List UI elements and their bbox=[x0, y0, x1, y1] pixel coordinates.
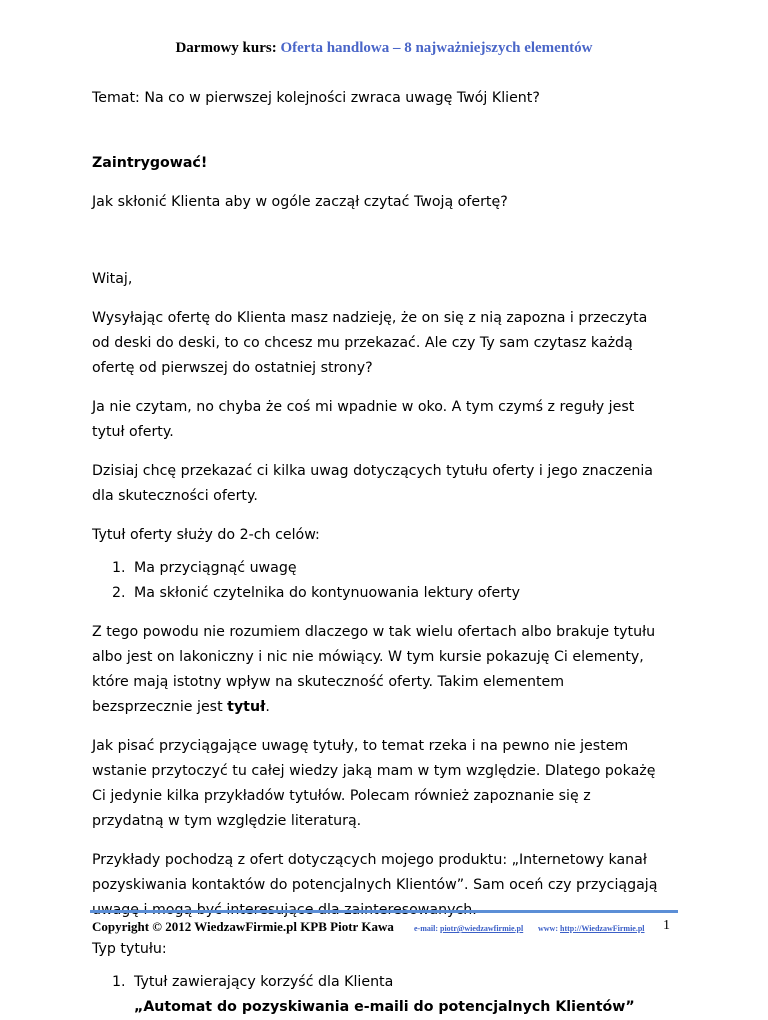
title-types-list bbox=[92, 970, 662, 1020]
www-label: www: bbox=[538, 924, 558, 933]
course-title: Oferta handlowa – 8 najważniejszych elementów bbox=[280, 40, 593, 56]
goal-item: 2. Ma skłonić czytelnika do kontynuowania lektury oferty bbox=[130, 581, 662, 606]
paragraph-4: Tytuł oferty służy do 2-ch celów: bbox=[92, 527, 320, 543]
paragraph-2: Ja nie czytam, no chyba że coś mi wpadnie w oko. A tym czymś z reguły jest tytuł oferty. bbox=[92, 399, 635, 440]
header-prefix: Darmowy kurs: bbox=[175, 40, 277, 56]
email-label: e-mail: bbox=[414, 924, 438, 933]
page-footer bbox=[92, 918, 680, 938]
paragraph-7: Przykłady pochodzą z ofert dotyczących mojego produktu: „Internetowy kanał pozyskiwania kontaktów do potencjalnych Klientów”. Sam oceń czy przyciągają bbox=[92, 852, 658, 893]
email-link[interactable]: piotr@wiedzawfirmie.pl bbox=[440, 924, 524, 933]
paragraph-3: Dzisiaj chcę przekazać ci kilka uwag dotyczących tytułu oferty i jego znaczenia dla skuteczności oferty. bbox=[92, 463, 653, 504]
goals-list bbox=[92, 556, 662, 606]
paragraph-8: Typ tytułu: bbox=[92, 941, 167, 957]
title-type-item bbox=[130, 970, 662, 1020]
section-heading: Zaintrygować! bbox=[92, 155, 208, 171]
page-header bbox=[0, 40, 768, 57]
title-type-example: „Automat do pozyskiwania e-maili do potencjalnych Klientów” bbox=[134, 999, 635, 1015]
website-link[interactable]: http://WiedzawFirmie.pl bbox=[560, 924, 645, 933]
copyright-text: Copyright © 2012 WiedzawFirmie.pl KPB Piotr Kawa bbox=[92, 919, 394, 934]
topic-line: Temat: Na co w pierwszej kolejności zwraca uwagę Twój Klient? bbox=[92, 90, 540, 106]
paragraph-6: Jak pisać przyciągające uwagę tytuły, to temat rzeka i na pewno nie jestem wstanie przytoczyć tu całej wiedzy jaką mam w tym względzie. Dlatego pokażę Ci jedynie kilka przykładów tytułów. Polecam również zapoznanie się z przydatną w tym względzie literaturą. bbox=[92, 738, 656, 829]
greeting: Witaj, bbox=[92, 271, 133, 287]
paragraph-5-end: . bbox=[265, 699, 270, 715]
question-line: Jak skłonić Klienta aby w ogóle zaczął czytać Twoją ofertę? bbox=[92, 194, 508, 210]
title-type-label: Tytuł zawierający korzyść dla Klienta bbox=[134, 974, 394, 990]
page-number: 1 bbox=[663, 918, 670, 933]
paragraph-5 bbox=[92, 620, 662, 720]
document-body bbox=[92, 86, 662, 1020]
goal-item: 1. Ma przyciągnąć uwagę bbox=[130, 556, 662, 581]
footer-email bbox=[414, 924, 523, 933]
footer-www bbox=[538, 924, 645, 933]
footer-divider bbox=[90, 910, 678, 913]
paragraph-1: Wysyłając ofertę do Klienta masz nadzieję, że on się z nią zapozna i przeczyta od deski do deski, to co chcesz mu przekazać. Ale czy Ty sam czytasz każdą ofertę od pierwszej do ostatniej strony? bbox=[92, 310, 648, 376]
paragraph-5-bold: tytuł bbox=[227, 699, 266, 715]
paragraph-5-text: Z tego powodu nie rozumiem dlaczego w tak wielu ofertach albo brakuje tytułu albo jest on lakoniczny i nic nie mówiący. W tym kursie pokazuję Ci elementy, które mają istotny wpływ na skuteczność oferty. Takim elementem bezsprzecznie jest bbox=[92, 624, 656, 715]
